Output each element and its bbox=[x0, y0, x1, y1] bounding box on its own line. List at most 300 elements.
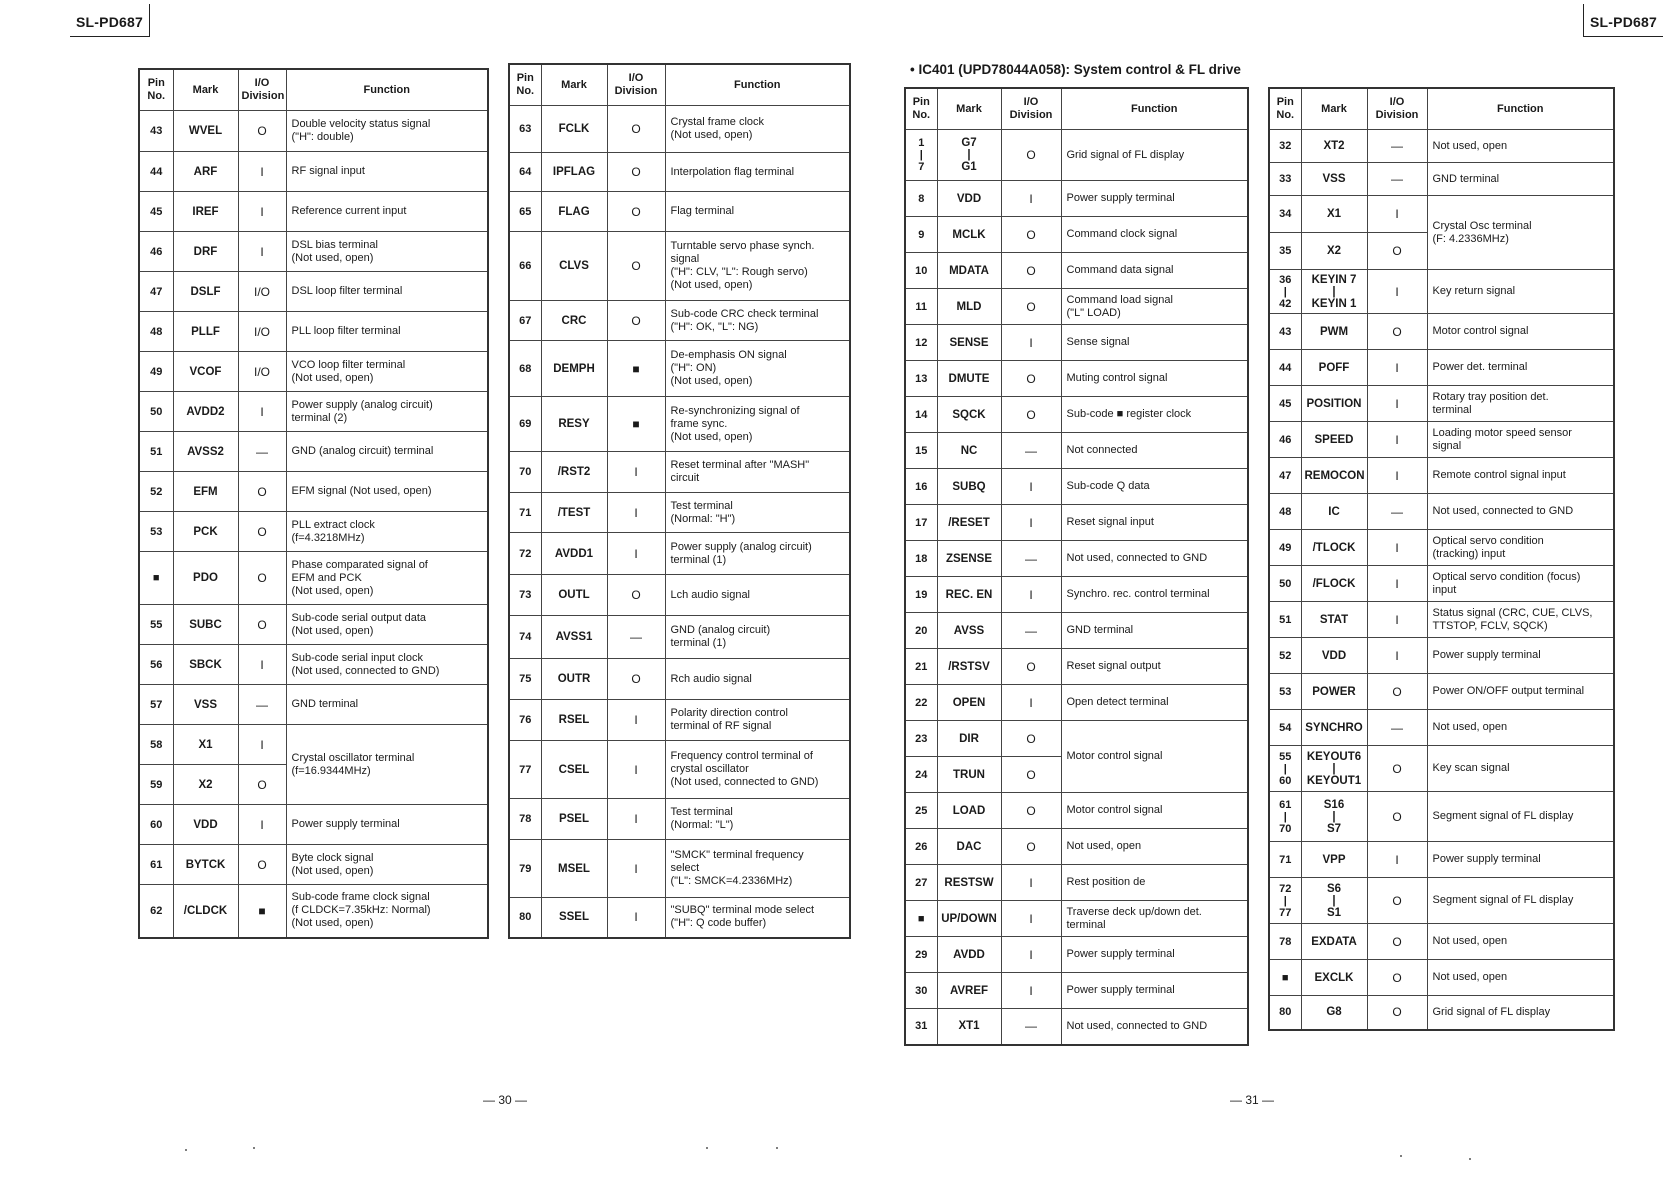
pin-number: 57 bbox=[139, 685, 173, 725]
table-row bbox=[1269, 530, 1614, 566]
table-row bbox=[1269, 458, 1614, 494]
table-row bbox=[905, 181, 1248, 217]
pin-function: "SUBQ" terminal mode select ("H": Q code buffer) bbox=[665, 898, 850, 938]
pin-function: Not used, open bbox=[1061, 829, 1248, 865]
pin-function: Not used, connected to GND bbox=[1061, 541, 1248, 577]
pin-number: 21 bbox=[905, 649, 937, 685]
io-division: O bbox=[607, 153, 665, 192]
pin-number: 61 | 70 bbox=[1269, 792, 1301, 842]
pin-mark: SENSE bbox=[937, 325, 1001, 361]
io-division: — bbox=[238, 685, 286, 725]
io-division: I bbox=[607, 898, 665, 938]
pin-number: 62 bbox=[139, 885, 173, 938]
pin-function: Crystal frame clock (Not used, open) bbox=[665, 106, 850, 153]
io-division: O bbox=[607, 192, 665, 232]
pin-number: 32 bbox=[1269, 130, 1301, 163]
pin-number: 71 bbox=[509, 493, 541, 533]
io-division: I bbox=[1367, 196, 1427, 233]
pin-mark: OPEN bbox=[937, 685, 1001, 721]
io-division: O bbox=[607, 301, 665, 341]
table-row bbox=[139, 845, 488, 885]
io-division: I bbox=[607, 741, 665, 799]
io-division: I bbox=[607, 799, 665, 840]
pin-function: Command clock signal bbox=[1061, 217, 1248, 253]
io-division: I bbox=[1367, 270, 1427, 314]
pin-function: Optical servo condition (tracking) input bbox=[1427, 530, 1614, 566]
pin-number: 48 bbox=[1269, 494, 1301, 530]
pin-number: 44 bbox=[1269, 350, 1301, 386]
io-division: O bbox=[1001, 721, 1061, 757]
pin-mark: FLAG bbox=[541, 192, 607, 232]
io-division: O bbox=[238, 765, 286, 805]
pin-number: 52 bbox=[1269, 638, 1301, 674]
pin-function: Polarity direction control terminal of RF signal bbox=[665, 700, 850, 741]
pin-function: Motor control signal bbox=[1061, 793, 1248, 829]
io-division: O bbox=[1001, 361, 1061, 397]
io-division: I/O bbox=[238, 272, 286, 312]
table-row bbox=[905, 829, 1248, 865]
pin-mark: /TLOCK bbox=[1301, 530, 1367, 566]
pin-mark: /RESET bbox=[937, 505, 1001, 541]
table-row bbox=[905, 577, 1248, 613]
pin-mark: SQCK bbox=[937, 397, 1001, 433]
io-division: O bbox=[238, 605, 286, 645]
io-division: O bbox=[1367, 746, 1427, 792]
io-division: I bbox=[1367, 530, 1427, 566]
pin-function: Test terminal (Normal: "H") bbox=[665, 493, 850, 533]
pin-number: 1 | 7 bbox=[905, 130, 937, 181]
io-division: I bbox=[1001, 901, 1061, 937]
pin-function: De-emphasis ON signal ("H": ON) (Not used, open) bbox=[665, 341, 850, 397]
io-division: O bbox=[238, 552, 286, 605]
pin-number: 34 bbox=[1269, 196, 1301, 233]
pin-function: Sub-code CRC check terminal ("H": OK, "L": NG) bbox=[665, 301, 850, 341]
pin-mark: SUBQ bbox=[937, 469, 1001, 505]
pin-mark: XT1 bbox=[937, 1009, 1001, 1045]
io-division: I bbox=[1367, 458, 1427, 494]
pin-number: 23 bbox=[905, 721, 937, 757]
table-row bbox=[905, 505, 1248, 541]
pin-function: Segment signal of FL display bbox=[1427, 878, 1614, 924]
pin-mark: UP/DOWN bbox=[937, 901, 1001, 937]
pin-mark: RESY bbox=[541, 397, 607, 452]
pin-function: Power supply (analog circuit) terminal (1) bbox=[665, 533, 850, 575]
pin-mark: DSLF bbox=[173, 272, 238, 312]
pin-mark: OUTL bbox=[541, 575, 607, 616]
io-division: O bbox=[607, 106, 665, 153]
pin-mark: DAC bbox=[937, 829, 1001, 865]
pin-function: Sub-code serial output data (Not used, open) bbox=[286, 605, 488, 645]
pin-number: 27 bbox=[905, 865, 937, 901]
table-row bbox=[509, 741, 850, 799]
ic401-section-title: • IC401 (UPD78044A058): System control & FL drive bbox=[910, 62, 1241, 77]
io-division: O bbox=[1001, 130, 1061, 181]
io-division: — bbox=[1367, 494, 1427, 530]
table-row bbox=[1269, 196, 1614, 233]
pin-number: 17 bbox=[905, 505, 937, 541]
pin-mark: MCLK bbox=[937, 217, 1001, 253]
pin-function: Double velocity status signal ("H": double) bbox=[286, 111, 488, 152]
io-division: O bbox=[1367, 924, 1427, 960]
pin-mark: /TEST bbox=[541, 493, 607, 533]
page-number-right: — 31 — bbox=[1230, 1093, 1275, 1107]
pin-mark: DIR bbox=[937, 721, 1001, 757]
pin-number: 49 bbox=[139, 352, 173, 392]
pin-function: Crystal oscillator terminal (f=16.9344MHz) bbox=[286, 725, 488, 805]
pin-function: Rch audio signal bbox=[665, 659, 850, 700]
table-row bbox=[509, 840, 850, 898]
table-row bbox=[1269, 566, 1614, 602]
pin-mark: SUBC bbox=[173, 605, 238, 645]
pin-number: 75 bbox=[509, 659, 541, 700]
table-row bbox=[1269, 842, 1614, 878]
io-division: I bbox=[1001, 181, 1061, 217]
pin-function: Frequency control terminal of crystal oscillator (Not used, connected to GND) bbox=[665, 741, 850, 799]
pin-function: Motor control signal bbox=[1427, 314, 1614, 350]
pin-number: 25 bbox=[905, 793, 937, 829]
io-division: I bbox=[238, 232, 286, 272]
table-row bbox=[509, 659, 850, 700]
pin-mark: DMUTE bbox=[937, 361, 1001, 397]
pin-table-4 bbox=[1268, 87, 1615, 1031]
pin-number: 43 bbox=[139, 111, 173, 152]
pin-mark: X2 bbox=[173, 765, 238, 805]
table-row bbox=[1269, 422, 1614, 458]
table-row bbox=[139, 312, 488, 352]
pin-function: Power supply terminal bbox=[1061, 181, 1248, 217]
pin-mark: EXCLK bbox=[1301, 960, 1367, 996]
pin-mark: SYNCHRO bbox=[1301, 710, 1367, 746]
pin-number: 72 bbox=[509, 533, 541, 575]
pin-mark: FCLK bbox=[541, 106, 607, 153]
io-division: O bbox=[238, 512, 286, 552]
pin-table-3 bbox=[904, 87, 1249, 1046]
pin-number: 51 bbox=[139, 432, 173, 472]
pin-function: Not used, open bbox=[1427, 710, 1614, 746]
io-division: O bbox=[1367, 792, 1427, 842]
pin-mark: IC bbox=[1301, 494, 1367, 530]
pin-mark: POWER bbox=[1301, 674, 1367, 710]
col-mark: Mark bbox=[173, 69, 238, 111]
io-division: ■ bbox=[607, 397, 665, 452]
pin-number: 60 bbox=[139, 805, 173, 845]
table-row bbox=[905, 793, 1248, 829]
pin-number: 29 bbox=[905, 937, 937, 973]
table-row bbox=[1269, 386, 1614, 422]
pin-mark: /FLOCK bbox=[1301, 566, 1367, 602]
model-header-right: SL-PD687 bbox=[1583, 4, 1663, 37]
table-row bbox=[905, 541, 1248, 577]
io-division: — bbox=[607, 616, 665, 659]
pin-function: Rest position de bbox=[1061, 865, 1248, 901]
col-pin-no: Pin No. bbox=[139, 69, 173, 111]
col-function: Function bbox=[665, 64, 850, 106]
io-division: O bbox=[1001, 289, 1061, 325]
io-division: O bbox=[1367, 960, 1427, 996]
io-division: O bbox=[607, 232, 665, 301]
pin-mark: LOAD bbox=[937, 793, 1001, 829]
io-division: I bbox=[238, 645, 286, 685]
io-division: — bbox=[1367, 130, 1427, 163]
col-io-division: I/O Division bbox=[238, 69, 286, 111]
pin-number: 66 bbox=[509, 232, 541, 301]
pin-number: 12 bbox=[905, 325, 937, 361]
pin-function: Sub-code serial input clock (Not used, connected to GND) bbox=[286, 645, 488, 685]
pin-function: Power supply terminal bbox=[1061, 937, 1248, 973]
table-row bbox=[1269, 163, 1614, 196]
pin-number: 59 bbox=[139, 765, 173, 805]
io-division: I bbox=[1367, 602, 1427, 638]
table-row bbox=[139, 605, 488, 645]
pin-function: Lch audio signal bbox=[665, 575, 850, 616]
col-pin-no: Pin No. bbox=[905, 88, 937, 130]
pin-function: Reset signal input bbox=[1061, 505, 1248, 541]
table-row bbox=[139, 432, 488, 472]
pin-number: 9 bbox=[905, 217, 937, 253]
pin-table-2 bbox=[508, 63, 851, 939]
pin-function: Reset terminal after "MASH" circuit bbox=[665, 452, 850, 493]
pin-function: Power supply terminal bbox=[1427, 842, 1614, 878]
table-row bbox=[139, 685, 488, 725]
pin-number: ■ bbox=[905, 901, 937, 937]
io-division: I bbox=[1001, 325, 1061, 361]
io-division: O bbox=[1001, 829, 1061, 865]
pin-mark: MLD bbox=[937, 289, 1001, 325]
pin-function: Traverse deck up/down det. terminal bbox=[1061, 901, 1248, 937]
pin-function: Not connected bbox=[1061, 433, 1248, 469]
io-division: I bbox=[1367, 566, 1427, 602]
pin-number: 48 bbox=[139, 312, 173, 352]
pin-function: Re-synchronizing signal of frame sync. (Not used, open) bbox=[665, 397, 850, 452]
pin-number: 30 bbox=[905, 973, 937, 1009]
col-io-division: I/O Division bbox=[607, 64, 665, 106]
table-row bbox=[905, 469, 1248, 505]
table-row bbox=[905, 865, 1248, 901]
table-row bbox=[139, 152, 488, 192]
table-header-row bbox=[1269, 88, 1614, 130]
pin-number: 63 bbox=[509, 106, 541, 153]
pin-mark: NC bbox=[937, 433, 1001, 469]
io-division: O bbox=[607, 575, 665, 616]
io-division: I bbox=[607, 700, 665, 741]
io-division: O bbox=[1367, 878, 1427, 924]
table-row bbox=[1269, 792, 1614, 842]
pin-function: GND terminal bbox=[1427, 163, 1614, 196]
pin-function: Open detect terminal bbox=[1061, 685, 1248, 721]
pin-number: 15 bbox=[905, 433, 937, 469]
pin-number: 13 bbox=[905, 361, 937, 397]
table-row bbox=[1269, 960, 1614, 996]
pin-function: Synchro. rec. control terminal bbox=[1061, 577, 1248, 613]
pin-mark: WVEL bbox=[173, 111, 238, 152]
pin-number: 79 bbox=[509, 840, 541, 898]
pin-function: Command data signal bbox=[1061, 253, 1248, 289]
pin-mark: ZSENSE bbox=[937, 541, 1001, 577]
pin-number: ■ bbox=[1269, 960, 1301, 996]
pin-number: 47 bbox=[1269, 458, 1301, 494]
pin-mark: REC. EN bbox=[937, 577, 1001, 613]
pin-number: 53 bbox=[139, 512, 173, 552]
io-division: I bbox=[1001, 973, 1061, 1009]
pin-function: Not used, connected to GND bbox=[1061, 1009, 1248, 1045]
table-row bbox=[509, 452, 850, 493]
pin-function: Key return signal bbox=[1427, 270, 1614, 314]
table-row bbox=[509, 533, 850, 575]
table-row bbox=[1269, 924, 1614, 960]
speck bbox=[1400, 1155, 1402, 1157]
pin-number: 69 bbox=[509, 397, 541, 452]
pin-number: 11 bbox=[905, 289, 937, 325]
io-division: O bbox=[1367, 233, 1427, 270]
pin-function: Flag terminal bbox=[665, 192, 850, 232]
pin-mark: DEMPH bbox=[541, 341, 607, 397]
io-division: I bbox=[238, 192, 286, 232]
pin-number: 33 bbox=[1269, 163, 1301, 196]
pin-mark: /RST2 bbox=[541, 452, 607, 493]
pin-mark: CRC bbox=[541, 301, 607, 341]
pin-mark: PCK bbox=[173, 512, 238, 552]
pin-function: Crystal Osc terminal (F: 4.2336MHz) bbox=[1427, 196, 1614, 270]
pin-mark: MSEL bbox=[541, 840, 607, 898]
pin-number: 19 bbox=[905, 577, 937, 613]
pin-function: Status signal (CRC, CUE, CLVS, TTSTOP, FCLV, SQCK) bbox=[1427, 602, 1614, 638]
pin-number: 71 bbox=[1269, 842, 1301, 878]
pin-number: 8 bbox=[905, 181, 937, 217]
pin-mark: PSEL bbox=[541, 799, 607, 840]
pin-mark: STAT bbox=[1301, 602, 1367, 638]
pin-mark: IREF bbox=[173, 192, 238, 232]
table-row bbox=[509, 397, 850, 452]
pin-mark: IPFLAG bbox=[541, 153, 607, 192]
io-division: O bbox=[1001, 757, 1061, 793]
pin-function: Phase comparated signal of EFM and PCK (Not used, open) bbox=[286, 552, 488, 605]
pin-mark: S6 | S1 bbox=[1301, 878, 1367, 924]
pin-function: Not used, open bbox=[1427, 960, 1614, 996]
pin-number: 31 bbox=[905, 1009, 937, 1045]
io-division: I bbox=[1367, 638, 1427, 674]
pin-number: 51 bbox=[1269, 602, 1301, 638]
io-division: I bbox=[1001, 865, 1061, 901]
table-row bbox=[509, 341, 850, 397]
pin-number: 26 bbox=[905, 829, 937, 865]
pin-function: Key scan signal bbox=[1427, 746, 1614, 792]
model-header-left: SL-PD687 bbox=[70, 4, 150, 37]
pin-mark: RESTSW bbox=[937, 865, 1001, 901]
pin-mark: SSEL bbox=[541, 898, 607, 938]
table-row bbox=[905, 649, 1248, 685]
pin-mark: EXDATA bbox=[1301, 924, 1367, 960]
col-pin-no: Pin No. bbox=[509, 64, 541, 106]
pin-mark: PWM bbox=[1301, 314, 1367, 350]
io-division: I bbox=[1367, 350, 1427, 386]
pin-mark: /RSTSV bbox=[937, 649, 1001, 685]
pin-mark: CSEL bbox=[541, 741, 607, 799]
io-division: ■ bbox=[607, 341, 665, 397]
io-division: I bbox=[607, 840, 665, 898]
io-division: I bbox=[238, 152, 286, 192]
pin-function: PLL extract clock (f=4.3218MHz) bbox=[286, 512, 488, 552]
table-row bbox=[139, 352, 488, 392]
io-division: I bbox=[607, 452, 665, 493]
table-row bbox=[1269, 314, 1614, 350]
pin-number: 58 bbox=[139, 725, 173, 765]
pin-number: 18 bbox=[905, 541, 937, 577]
table-row bbox=[139, 552, 488, 605]
pin-function: Interpolation flag terminal bbox=[665, 153, 850, 192]
io-division: I bbox=[238, 392, 286, 432]
io-division: O bbox=[607, 659, 665, 700]
table-row bbox=[509, 106, 850, 153]
pin-function: Remote control signal input bbox=[1427, 458, 1614, 494]
pin-function: Sub-code ■ register clock bbox=[1061, 397, 1248, 433]
col-io-division: I/O Division bbox=[1001, 88, 1061, 130]
pin-mark: OUTR bbox=[541, 659, 607, 700]
pin-mark: VDD bbox=[937, 181, 1001, 217]
pin-function: Power supply (analog circuit) terminal (2) bbox=[286, 392, 488, 432]
table-row bbox=[509, 232, 850, 301]
pin-number: 52 bbox=[139, 472, 173, 512]
pin-function: Sub-code Q data bbox=[1061, 469, 1248, 505]
pin-function: Not used, open bbox=[1427, 130, 1614, 163]
page-number-left: — 30 — bbox=[483, 1093, 528, 1107]
pin-function: Power ON/OFF output terminal bbox=[1427, 674, 1614, 710]
table-row bbox=[905, 325, 1248, 361]
table-header-row bbox=[905, 88, 1248, 130]
io-division: I bbox=[1001, 577, 1061, 613]
io-division: — bbox=[1367, 163, 1427, 196]
col-function: Function bbox=[1427, 88, 1614, 130]
pin-mark: VDD bbox=[1301, 638, 1367, 674]
io-division: O bbox=[1001, 397, 1061, 433]
pin-mark: AVDD1 bbox=[541, 533, 607, 575]
pin-mark: AVREF bbox=[937, 973, 1001, 1009]
pin-number: 53 bbox=[1269, 674, 1301, 710]
pin-mark: AVDD bbox=[937, 937, 1001, 973]
pin-function: Segment signal of FL display bbox=[1427, 792, 1614, 842]
io-division: — bbox=[1001, 433, 1061, 469]
table-row bbox=[509, 616, 850, 659]
pin-mark: SBCK bbox=[173, 645, 238, 685]
pin-mark: VCOF bbox=[173, 352, 238, 392]
table-row bbox=[1269, 270, 1614, 314]
io-division: — bbox=[1001, 541, 1061, 577]
pin-number: 35 bbox=[1269, 233, 1301, 270]
table-row bbox=[139, 512, 488, 552]
pin-function: Loading motor speed sensor signal bbox=[1427, 422, 1614, 458]
pin-number: 49 bbox=[1269, 530, 1301, 566]
io-division: I bbox=[1001, 685, 1061, 721]
pin-number: 45 bbox=[1269, 386, 1301, 422]
table-row bbox=[905, 1009, 1248, 1045]
pin-mark: RSEL bbox=[541, 700, 607, 741]
table-row bbox=[905, 685, 1248, 721]
pin-function: GND terminal bbox=[286, 685, 488, 725]
pin-function: GND (analog circuit) terminal bbox=[286, 432, 488, 472]
io-division: O bbox=[1367, 314, 1427, 350]
table-row bbox=[139, 885, 488, 938]
pin-function: Rotary tray position det. terminal bbox=[1427, 386, 1614, 422]
pin-number: 70 bbox=[509, 452, 541, 493]
table-row bbox=[509, 898, 850, 938]
pin-number: 10 bbox=[905, 253, 937, 289]
pin-function: Not used, connected to GND bbox=[1427, 494, 1614, 530]
pin-function: Power det. terminal bbox=[1427, 350, 1614, 386]
table-row bbox=[139, 272, 488, 312]
table-row bbox=[905, 130, 1248, 181]
pin-number: 73 bbox=[509, 575, 541, 616]
io-division: O bbox=[1367, 996, 1427, 1030]
io-division: — bbox=[238, 432, 286, 472]
